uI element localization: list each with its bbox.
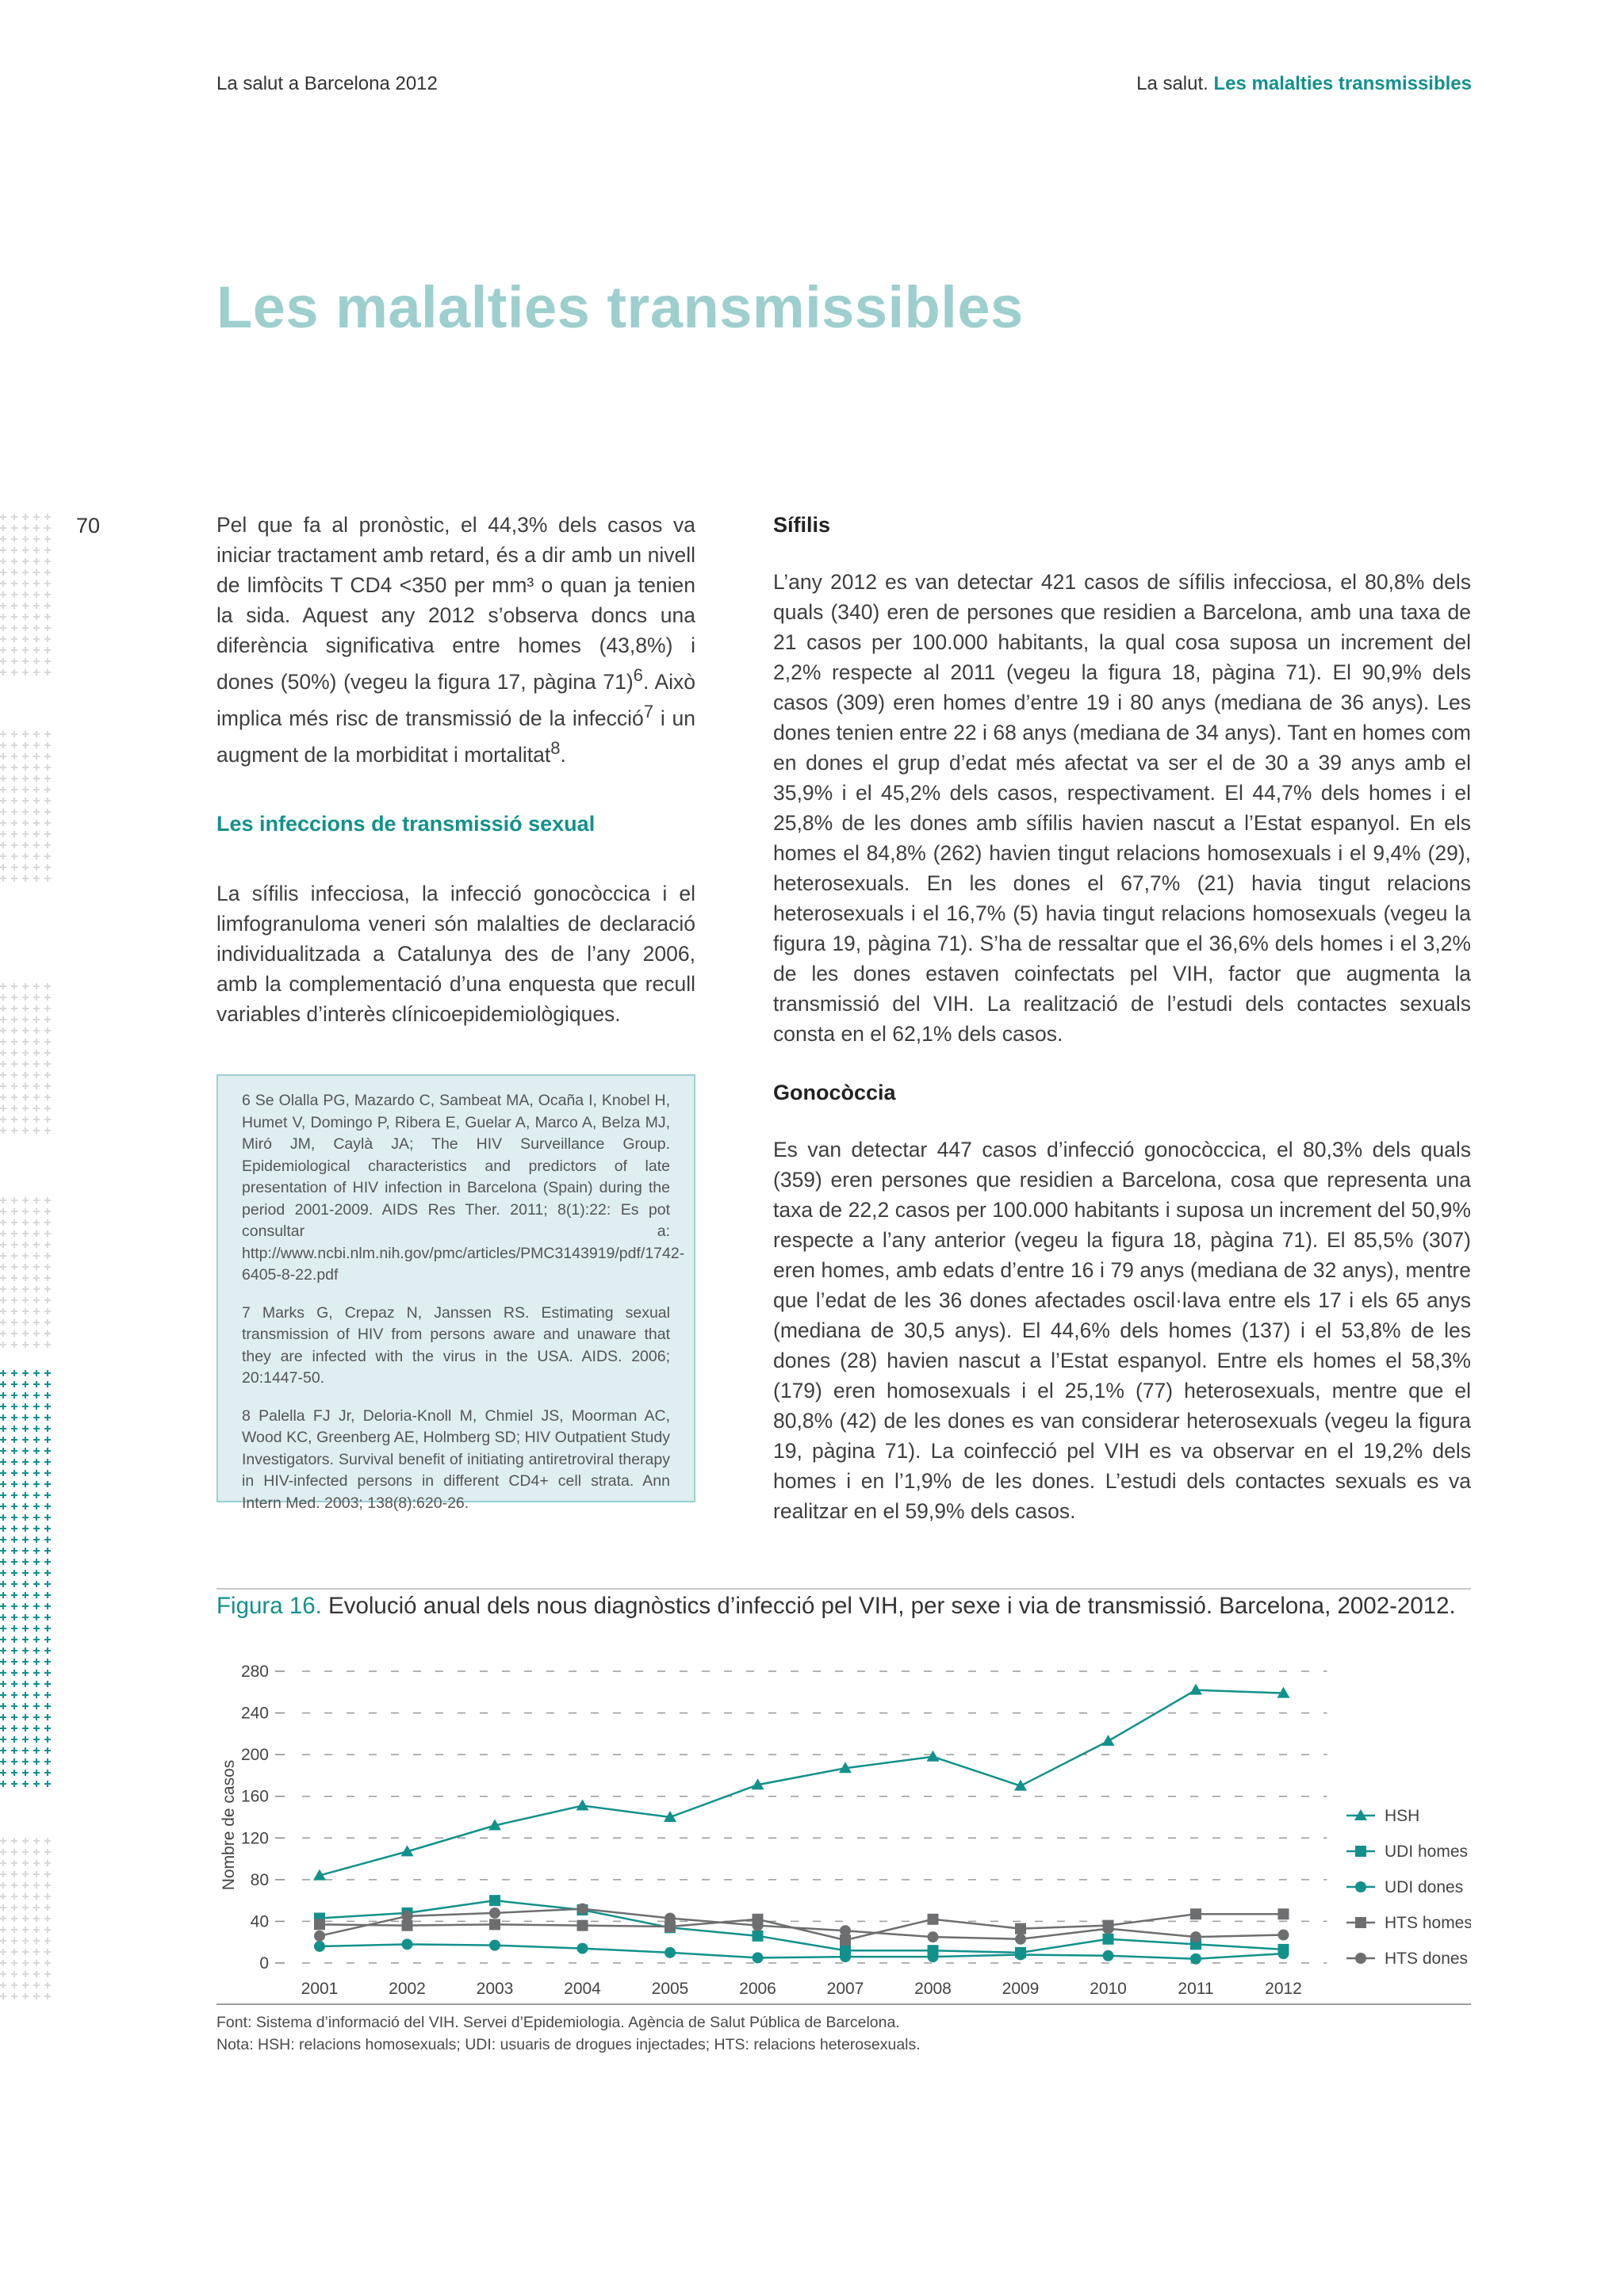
dot-pattern-1 xyxy=(0,514,56,680)
data-point xyxy=(928,1951,939,1962)
running-header-right xyxy=(1136,73,1472,95)
x-tick-label: 2006 xyxy=(739,1980,776,1998)
page-number: 70 xyxy=(76,514,101,538)
y-tick-label: 200 xyxy=(240,1746,269,1765)
data-point xyxy=(576,1800,589,1811)
footnote-6: 6 Se Olalla PG, Mazardo C, Sambeat MA, Ocaña I, Knobel H, Humet V, Domingo P, Ribera E, Guelar A, Marco A, Belza MJ, Miró JM, Caylà JA; The HIV Surveillance Group. Epidemiological characteristics and predictors of late presentation of HIV infection in Barcelona (Spain) during the period 2001-2009. AIDS Res Ther. 2011; 8(1):22: Es pot consultar a: http://www.ncbi.nlm.nih.gov/pmc/articles/PMC3143919/pdf/1742-6405-8-22.pdf xyxy=(242,1092,685,1284)
data-point xyxy=(1102,1735,1115,1746)
figure-caption xyxy=(216,1593,1485,1620)
data-point xyxy=(1190,1954,1201,1965)
x-tick-label: 2007 xyxy=(826,1980,864,1998)
data-point xyxy=(402,1911,413,1922)
footnote-8: 8 Palella FJ Jr, Deloria-Knoll M, Chmiel JS, Moorman AC, Wood KC, Greenberg AE, Holmberg SD; HIV Outpatient Study Investigators. Survival benefit of initiating antiretroviral therapy in HIV-infected persons in different CD4+ cell strata. Ann Intern Med. 2003; 138(8):620-26. xyxy=(242,1406,670,1512)
y-tick-label: 120 xyxy=(240,1829,269,1848)
data-point xyxy=(1015,1934,1026,1945)
left-column xyxy=(216,510,695,1029)
right-column xyxy=(773,510,1471,1526)
syphilis-heading: Sífilis xyxy=(773,513,831,537)
data-point xyxy=(489,1919,500,1930)
line-chart xyxy=(216,1647,1471,2004)
data-point xyxy=(1015,1949,1026,1960)
data-point xyxy=(489,1895,500,1906)
dot-pattern-2 xyxy=(0,731,56,890)
series-udi-homes xyxy=(314,1895,1289,1958)
series-line xyxy=(320,1690,1284,1876)
figure-16-chart xyxy=(216,1647,1471,2008)
figure-bottom-rule xyxy=(216,2003,1471,2005)
data-point xyxy=(1278,1948,1289,1959)
data-point xyxy=(1190,1931,1201,1942)
x-tick-label: 2004 xyxy=(564,1980,601,1998)
data-point xyxy=(753,1931,764,1942)
data-point xyxy=(1278,1908,1289,1919)
figure-notes xyxy=(216,2011,921,2056)
syphilis-paragraph: L’any 2012 es van detectar 421 casos de sífilis infecciosa, el 80,8% dels quals (340) eren de persones que residien a Barcelona, amb una taxa de 21 casos per 100.000 habitants, la qual cosa suposa un increment del 2,2% respecte al 2011 (vegeu la figura 18, pàgina 71). El 90,9% dels casos (309) eren homes d’entre 19 i 80 anys (mediana de 36 anys). Les dones tenien entre 22 i 68 anys (mediana de 34 anys). Tant en homes com en dones el grup d’edat més afectat va ser el de 30 a 39 anys amb el 35,9% i el 45,2% dels casos, respectivament. El 44,7% dels homes i el 25,8% de les dones amb sífilis havien nascut a l’Estat espanyol. En els homes el 84,8% (262) havien tingut relacions homosexuals i el 9,4% (29), heterosexuals. En les dones el 67,7% (21) havia tingut relacions heterosexuals i el 16,7% (5) havia tingut relacions homosexuals (vegeu la figura 19, pàgina 71). S’ha de ressaltar que el 36,6% dels homes i el 3,2% de les dones estaven coinfectats pel VIH, factor que augmenta la transmissió del VIH. La realització de l’estudi dels contactes sexuals consta en el 62,1% dels casos. xyxy=(773,570,1471,1046)
legend-item xyxy=(1346,1843,1468,1861)
series-line xyxy=(320,1914,1284,1940)
sti-heading: Les infeccions de transmissió sexual xyxy=(216,812,596,836)
figure-top-rule xyxy=(216,1588,1471,1590)
data-point xyxy=(314,1931,325,1942)
data-point xyxy=(753,1952,764,1963)
legend-label: UDI dones xyxy=(1385,1878,1464,1896)
x-tick-label: 2005 xyxy=(651,1980,689,1998)
figure-source: Font: Sistema d’informació del VIH. Servei d’Epidemiologia. Agència de Salut Pública de Barcelona. xyxy=(216,2014,900,2031)
x-tick-label: 2009 xyxy=(1002,1980,1040,1998)
footnote-7: 7 Marks G, Crepaz N, Janssen RS. Estimating sexual transmission of HIV from persons aware and unaware that they are infected with the virus in the USA. AIDS. 2006; 20:1447-50. xyxy=(242,1303,670,1387)
legend-item xyxy=(1346,1950,1468,1968)
legend-marker xyxy=(1355,1846,1366,1857)
legend-label: HTS homes xyxy=(1385,1914,1471,1932)
x-tick-label: 2011 xyxy=(1178,1980,1214,1998)
y-tick-label: 280 xyxy=(240,1663,269,1681)
data-point xyxy=(489,1940,500,1951)
dot-pattern-teal xyxy=(0,1370,56,1789)
data-point xyxy=(489,1908,500,1919)
page-title: Les malalties transmissibles xyxy=(216,274,1024,340)
data-point xyxy=(314,1941,325,1952)
data-point xyxy=(928,1931,939,1942)
data-point xyxy=(753,1920,764,1931)
y-tick-label: 0 xyxy=(259,1954,269,1973)
data-point xyxy=(927,1751,940,1762)
prognosis-paragraph: Pel que fa al pronòstic, el 44,3% dels casos va iniciar tractament amb retard, és a dir amb un nivell de limfòcits T CD4 <350 per mm³ o quan ja tenien la sida. Aquest any 2012 s’observa doncs una diferència significativa entre homes (43,8%) i dones (50%) (vegeu la figura 17, pàgina 71)$^6$. Això implica més risc de transmissió de la infecció$^7$ i un augment de la morbiditat i mortalitat$^8$. xyxy=(216,513,695,767)
data-point xyxy=(402,1938,413,1950)
data-point xyxy=(1103,1934,1114,1945)
legend-item xyxy=(1346,1878,1463,1896)
x-tick-label: 2010 xyxy=(1090,1980,1127,1998)
figure-label: Figura 16. xyxy=(216,1593,322,1619)
y-tick-label: 240 xyxy=(240,1704,269,1723)
data-point xyxy=(314,1919,325,1930)
dot-pattern-5 xyxy=(0,1838,56,2004)
x-tick-label: 2008 xyxy=(914,1980,952,1998)
footnotes-box xyxy=(216,1074,695,1512)
legend-marker xyxy=(1355,1917,1366,1928)
legend-item xyxy=(1346,1807,1419,1825)
figure-note: Nota: HSH: relacions homosexuals; UDI: usuaris de drogues injectades; HTS: relacions heterosexuals. xyxy=(216,2036,921,2053)
y-tick-label: 80 xyxy=(250,1870,269,1889)
data-point xyxy=(577,1943,588,1954)
dot-pattern-4 xyxy=(0,1197,56,1356)
data-point xyxy=(840,1951,851,1962)
gonorrhea-heading: Gonocòccia xyxy=(773,1081,896,1104)
data-point xyxy=(928,1914,939,1925)
legend-item xyxy=(1346,1914,1471,1932)
x-tick-label: 2012 xyxy=(1265,1980,1302,1998)
y-tick-label: 40 xyxy=(250,1912,269,1931)
legend-marker xyxy=(1355,1953,1366,1964)
dot-pattern-3 xyxy=(0,983,56,1142)
data-point xyxy=(665,1912,676,1923)
running-header-prefix: La salut. xyxy=(1136,73,1208,94)
legend-marker xyxy=(1355,1881,1366,1892)
legend-label: HTS dones xyxy=(1385,1950,1469,1968)
sti-paragraph: La sífilis infecciosa, la infecció gonocòccica i el limfogranuloma veneri són malalties de declaració individualitzada a Catalunya des de l’any 2006, amb la complementació d’una enquesta que recull variables d’interès clínicoepidemiològiques. xyxy=(216,882,695,1027)
y-axis-label: Nombre de casos xyxy=(220,1759,238,1891)
x-tick-label: 2002 xyxy=(389,1980,426,1998)
data-point xyxy=(1103,1950,1114,1961)
data-point xyxy=(840,1925,851,1936)
x-tick-label: 2001 xyxy=(301,1980,339,1998)
legend-label: HSH xyxy=(1385,1807,1420,1825)
running-header-section: Les malalties transmissibles xyxy=(1213,73,1472,94)
data-point xyxy=(665,1947,676,1958)
legend-label: UDI homes xyxy=(1385,1843,1469,1861)
x-tick-label: 2003 xyxy=(476,1980,514,1998)
data-point xyxy=(577,1920,588,1931)
figure-caption-text: Evolució anual dels nous diagnòstics d’infecció pel VIH, per sexe i via de transmissió. Barcelona, 2002-2012. xyxy=(328,1593,1456,1619)
y-tick-label: 160 xyxy=(240,1787,269,1806)
data-point xyxy=(577,1904,588,1915)
data-point xyxy=(1015,1923,1026,1934)
data-point xyxy=(1103,1923,1114,1934)
data-point xyxy=(1190,1908,1201,1919)
gonorrhea-paragraph: Es van detectar 447 casos d’infecció gonocòccica, el 80,3% dels quals (359) eren persones que residien a Barcelona, cosa que representa una taxa de 22,2 casos per 100.000 habitants i suposa un increment del 50,9% respecte a l’any anterior (vegeu la figura 18, pàgina 71). El 85,5% (307) eren homes, amb edats d’entre 16 i 79 anys (mediana de 32 anys), mentre que l’edat de les 36 dones afectades oscil·lava entre els 17 i els 65 anys (mediana de 30,5 anys). El 44,6% dels homes (137) i el 53,8% de les dones (28) havien nascut a l’Estat espanyol. Entre els homes el 58,3% (179) eren homosexuals i el 25,1% (77) heterosexuals, mentre que el 80,8% (42) de les dones es van considerar heterosexuals (vegeu la figura 19, pàgina 71). La coinfecció pel VIH es va observar en el 19,2% dels homes i en l’1,9% de les dones. L’estudi dels contactes sexuals es va realitzar en el 59,9% dels casos. xyxy=(773,1138,1471,1523)
series-line xyxy=(320,1944,1284,1958)
data-point xyxy=(1278,1930,1289,1941)
running-header-left: La salut a Barcelona 2012 xyxy=(216,73,438,94)
